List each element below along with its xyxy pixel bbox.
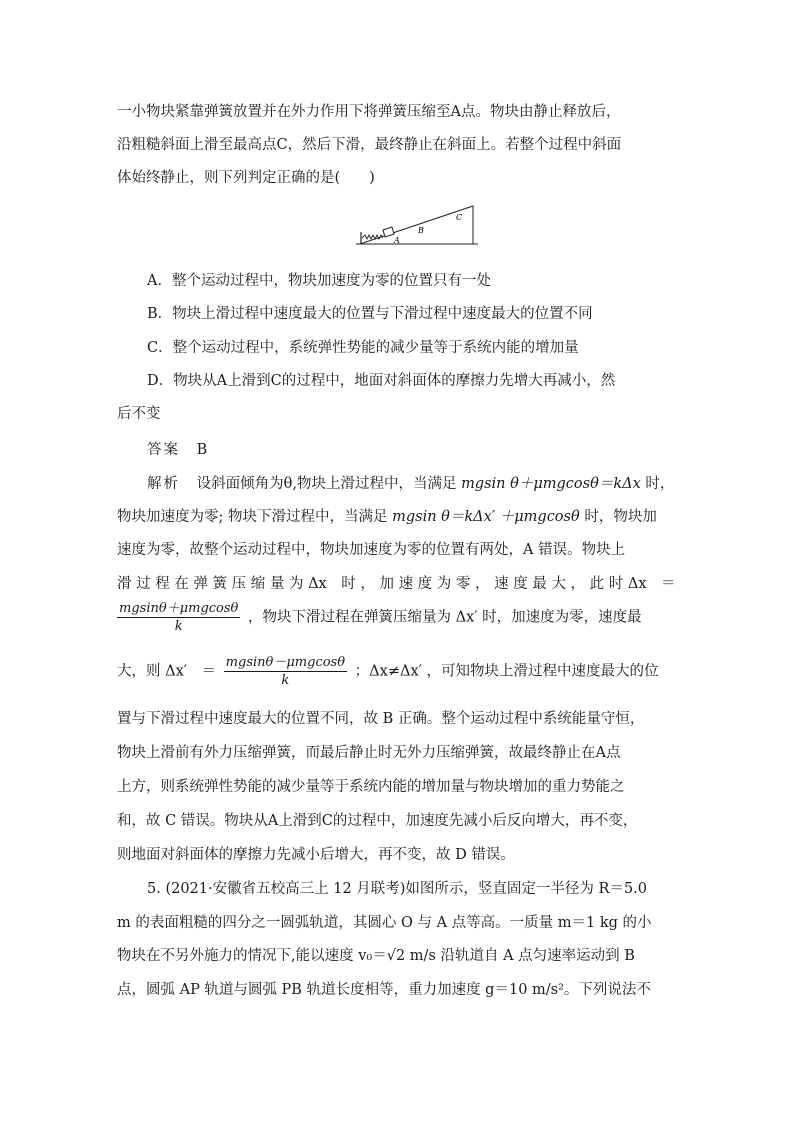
incline-triangle bbox=[360, 206, 473, 244]
q5-line-3: 物块在不另外施力的情况下,能以速度 v₀＝√2 m/s 沿轨道自 A 点匀速率运动到 B bbox=[117, 948, 635, 964]
q4-stem-line-1: 一小物块紧靠弹簧放置并在外力作用下将弹簧压缩至A点。物块由静止释放后， bbox=[117, 104, 621, 120]
analysis-line-8: 物块上滑前有外力压缩弹簧，而最后静止时无外力压缩弹簧，故最终静止在A点 bbox=[117, 745, 621, 761]
formula-2: mgsin θ＝kΔx′ ＋μmgcosθ bbox=[392, 509, 580, 525]
analysis-text-5b: ，物块下滑过程在弹簧压缩量为 Δx′ 时，加速度为零，速度最 bbox=[248, 609, 642, 626]
q5-line-4: 点，圆弧 AP 轨道与圆弧 PB 轨道长度相等，重力加速度 g＝10 m/s²。下列说法不 bbox=[117, 982, 651, 998]
analysis-line-1 bbox=[147, 474, 679, 494]
option-c: C．整个运动过程中，系统弹性势能的减少量等于系统内能的增加量 bbox=[147, 340, 579, 356]
analysis-text-2a: 物块加速度为零; 物块下滑过程中，当满足 bbox=[117, 509, 388, 525]
analysis-text-2c: 时，物块加 bbox=[584, 509, 657, 525]
analysis-line-3: 速度为零，故整个运动过程中，物块加速度为零的位置有两处，A 错误。物块上 bbox=[117, 542, 626, 558]
analysis-text-6a: 大，则 Δx′ ＝ bbox=[117, 663, 217, 680]
analysis-line-7: 置与下滑过程中速度最大的位置不同，故 B 正确。整个运动过程中系统能量守恒， bbox=[117, 711, 645, 727]
q4-stem-line-3: 体始终静止，则下列判定正确的是( ) bbox=[117, 170, 375, 186]
fraction-2 bbox=[224, 654, 347, 689]
fraction-1-numerator: mgsinθ＋μmgcosθ bbox=[119, 601, 239, 616]
spring bbox=[362, 235, 383, 239]
q5-line-2: m 的表面粗糙的四分之一圆弧轨道，其圆心 O 与 A 点等高。一质量 m＝1 kg 的小 bbox=[117, 915, 652, 931]
formula-1: mgsin θ＋μmgcosθ＝kΔx bbox=[461, 476, 641, 492]
label-a: A bbox=[394, 236, 400, 245]
option-b: B．物块上滑过程中速度最大的位置与下滑过程中速度最大的位置不同 bbox=[147, 306, 593, 322]
fraction-1-denominator: k bbox=[174, 619, 183, 634]
fraction-2-denominator: k bbox=[281, 673, 290, 688]
block bbox=[383, 227, 394, 237]
analysis-line-9: 上方，则系统弹性势能的减少量等于系统内能的增加量与物块增加的重力势能之 bbox=[117, 779, 625, 795]
answer-value: B bbox=[196, 442, 208, 458]
analysis-line-4: 滑 过 程 在 弹 簧 压 缩 量 为 Δx 时 ， 加 速 度 为 零 ， 速 度 最 大 ， 此 时 Δx ＝ bbox=[117, 576, 676, 592]
incline-figure bbox=[350, 200, 485, 250]
analysis-line-2 bbox=[117, 507, 679, 527]
analysis-text-1a: 设斜面倾角为θ,物块上滑过程中，当满足 bbox=[196, 476, 457, 492]
fraction-1 bbox=[117, 600, 240, 635]
analysis-line-10: 和，故 C 错误。物块从A上滑到C的过程中，加速度先减小后反向增大，再不变， bbox=[117, 813, 638, 829]
analysis-label: 解析 bbox=[147, 476, 180, 492]
answer-label: 答案 bbox=[147, 442, 180, 458]
label-c: C bbox=[456, 213, 463, 222]
q5-line-1: 5. (2021·安徽省五校高三上 12 月联考)如图所示，竖直固定一半径为 R＝5.0 bbox=[147, 881, 648, 897]
q4-stem-line-2: 沿粗糙斜面上滑至最高点C，然后下滑，最终静止在斜面上。若整个过程中斜面 bbox=[117, 137, 622, 153]
option-d-line-2: 后不变 bbox=[117, 406, 161, 422]
label-b: B bbox=[418, 226, 424, 235]
analysis-line-5 bbox=[117, 600, 679, 644]
analysis-text-6b: ；Δx≠Δx′ ，可知物块上滑过程中速度最大的位 bbox=[354, 663, 659, 680]
analysis-line-6 bbox=[117, 654, 679, 698]
analysis-line-11: 则地面对斜面体的摩擦力先减小后增大，再不变，故 D 错误。 bbox=[117, 847, 515, 863]
analysis-text-1c: 时， bbox=[645, 476, 675, 492]
option-d-line-1: D．物块从A上滑到C的过程中，地面对斜面体的摩擦力先增大再减小，然 bbox=[147, 373, 616, 389]
fraction-2-numerator: mgsinθ－μmgcosθ bbox=[225, 655, 346, 670]
option-a: A．整个运动过程中，物块加速度为零的位置只有一处 bbox=[147, 273, 491, 289]
answer-row bbox=[147, 440, 709, 460]
